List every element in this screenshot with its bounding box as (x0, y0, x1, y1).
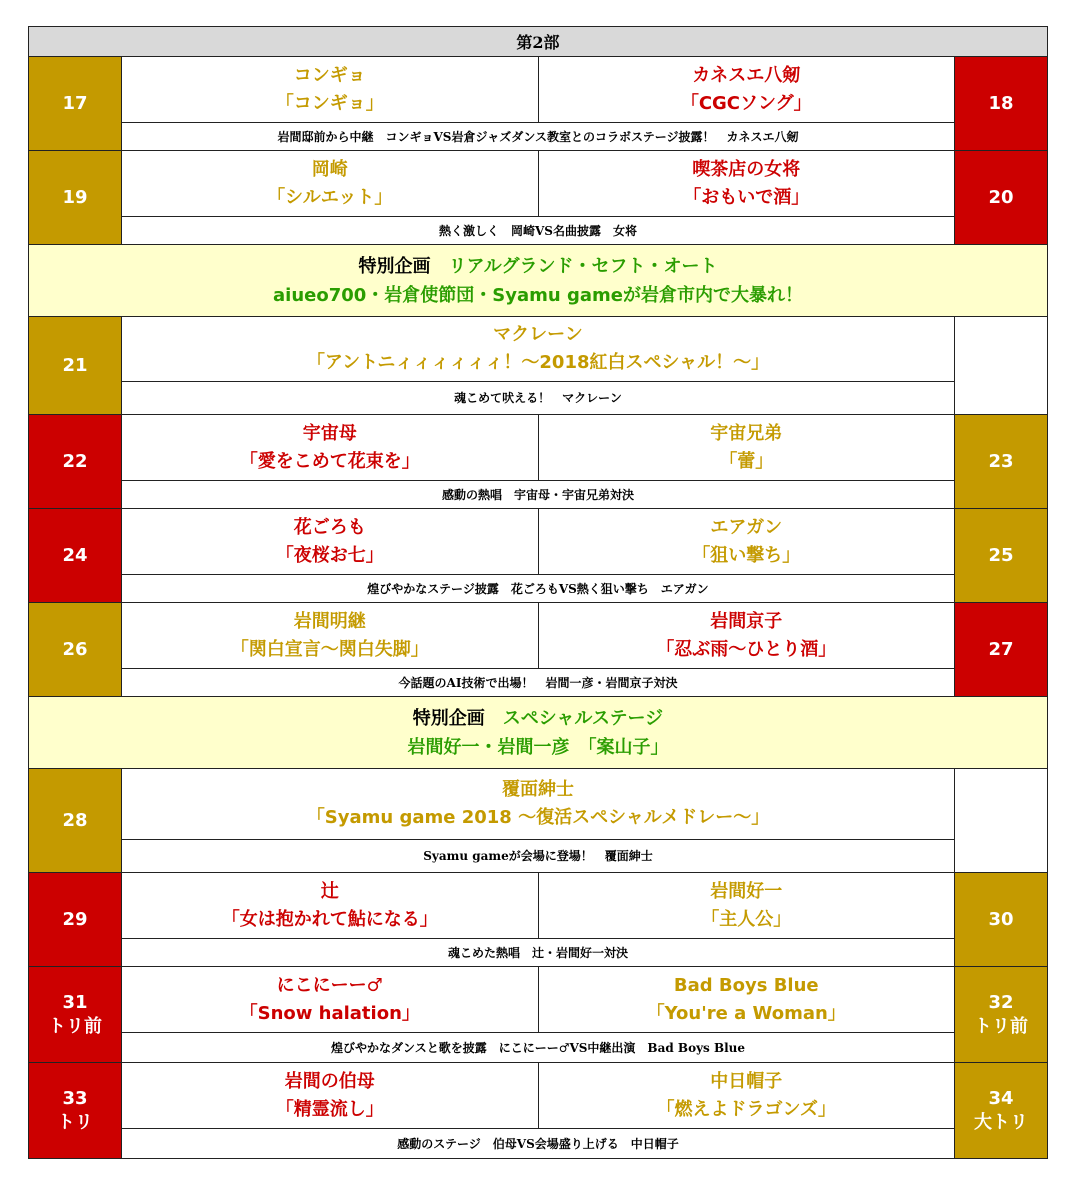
performance-number: 24 (62, 544, 88, 566)
performance-number: 18 (988, 92, 1014, 114)
performer-name: 岩間京子 (710, 610, 783, 632)
program-rows (28, 57, 1048, 1159)
performance-number: 30 (988, 908, 1014, 930)
performance-details (122, 1063, 954, 1158)
song-cell (538, 873, 955, 938)
duel-performance-row (28, 415, 1048, 509)
special-event-label: 特別企画 (358, 255, 431, 277)
performance-description: 今話題のAI技術で出場！ 岩間一彦・岩間京子対決 (398, 675, 678, 690)
special-event-details: aiueo700・岩倉使節団・Syamu gameが岩倉市内で大暴れ！ (273, 284, 803, 306)
song-cells (122, 415, 954, 481)
song-title: 「燃えよドラゴンズ」 (656, 1098, 836, 1120)
song-title: 「精霊流し」 (275, 1098, 384, 1120)
song-cell (122, 509, 538, 574)
song-cell (122, 415, 538, 480)
performance-rank-label: トリ前 (48, 1015, 102, 1037)
song-cells (122, 873, 954, 939)
song-cell (538, 1063, 955, 1128)
performance-number: 34 (988, 1087, 1014, 1109)
performance-description: 感動の熱唱 宇宙母・宇宙兄弟対決 (441, 487, 634, 502)
performance-rank-label: 大トリ (974, 1111, 1028, 1133)
performance-number: 32 (988, 991, 1014, 1013)
special-event-banner (28, 245, 1048, 317)
performer-name: エアガン (710, 516, 783, 538)
performer-name: 辻 (320, 880, 339, 902)
performance-number-right (954, 873, 1047, 966)
duel-performance-row (28, 603, 1048, 697)
performance-details (122, 967, 954, 1062)
song-cells (122, 603, 954, 669)
performance-details (122, 57, 954, 150)
performance-details (122, 603, 954, 696)
song-cell (538, 151, 955, 216)
performance-number: 19 (62, 186, 88, 208)
performer-name: にこにーー♂ (276, 974, 383, 996)
section-header: 第2部 (28, 27, 1048, 57)
performance-number: 31 (62, 991, 88, 1013)
song-title: 「You're a Woman」 (646, 1002, 846, 1024)
performer-name: Bad Boys Blue (673, 974, 819, 996)
performance-number-left (29, 1063, 122, 1158)
song-cells (122, 57, 954, 123)
program-table (28, 26, 1048, 1159)
song-title: 「コンギョ」 (275, 92, 384, 114)
performance-number-left (29, 769, 122, 872)
song-title: 「おもいで酒」 (683, 186, 810, 208)
song-cells (122, 509, 954, 575)
song-cell (538, 967, 955, 1032)
performer-name: マクレーン (493, 324, 583, 345)
performance-number-left (29, 151, 122, 244)
special-event-title: スペシャルステージ (502, 707, 664, 729)
performer-name: 岩間明継 (293, 610, 366, 632)
song-title: 「女は抱かれて鮎になる」 (221, 908, 438, 930)
performer-name: 中日帽子 (710, 1070, 783, 1092)
performance-number-left (29, 603, 122, 696)
performance-description: 岩間邸前から中継 コンギョVS岩倉ジャズダンス教室とのコラボステージ披露！ カネスエ八剱 (277, 129, 799, 144)
song-cells (122, 151, 954, 217)
performance-number: 28 (62, 809, 88, 831)
song-cells (122, 967, 954, 1033)
performance-number-left (29, 873, 122, 966)
performance-number-left (29, 415, 122, 508)
performance-number: 27 (988, 638, 1014, 660)
song-title: 「夜桜お七」 (275, 544, 384, 566)
performance-number: 21 (62, 354, 88, 376)
special-event-title: リアルグランド・セフト・オート (448, 255, 718, 277)
special-event-title-line (359, 252, 718, 281)
song-title: 「CGCソング」 (680, 92, 812, 114)
song-title: 「蕾」 (719, 450, 774, 472)
song-cell (122, 151, 538, 216)
performer-name: 覆面紳士 (502, 779, 574, 800)
duel-performance-row (28, 57, 1048, 151)
performance-number: 22 (62, 450, 88, 472)
spacer (431, 256, 449, 277)
duel-performance-row (28, 967, 1048, 1063)
song-title: 「Snow halation」 (239, 1002, 420, 1024)
performance-rank-label: トリ前 (974, 1015, 1028, 1037)
song-title: 「主人公」 (701, 908, 792, 930)
performer-name: コンギョ (293, 64, 366, 86)
song-cells (122, 1063, 954, 1129)
performance-description: Syamu gameが会場に登場！ 覆面紳士 (423, 849, 653, 863)
duel-performance-row (28, 1063, 1048, 1159)
song-cell (538, 509, 955, 574)
performance-description: 魂こめた熱唱 辻・岩間好一対決 (447, 945, 628, 960)
performance-number-left (29, 317, 122, 414)
performance-description: 感動のステージ 伯母VS会場盛り上げる 中日帽子 (397, 1136, 679, 1151)
performance-number-right (954, 1063, 1047, 1158)
song-cell (122, 873, 538, 938)
song-title: 「狙い撃ち」 (692, 544, 801, 566)
performance-number-right (954, 509, 1047, 602)
performance-number-right (954, 57, 1047, 150)
performance-details (122, 769, 954, 872)
performance-number-right (954, 317, 1047, 414)
song-cell (122, 57, 538, 122)
performer-name: 喫茶店の女将 (692, 158, 801, 180)
song-cell (122, 603, 538, 668)
song-title: 「シルエット」 (267, 186, 393, 208)
song-title: 「Syamu game 2018 ～復活スペシャルメドレー～」 (306, 807, 770, 828)
song-cell (122, 1063, 538, 1128)
special-event-label: 特別企画 (412, 707, 485, 729)
performance-description: 煌びやかなダンスと歌を披露 にこにーー♂VS中継出演 Bad Boys Blue (330, 1040, 746, 1055)
song-cell (122, 317, 954, 381)
performance-details (122, 873, 954, 966)
performance-number: 17 (62, 92, 88, 114)
performance-number: 20 (988, 186, 1014, 208)
performer-name: カネスエ八剱 (692, 64, 801, 86)
performance-number-right (954, 603, 1047, 696)
duel-performance-row (28, 873, 1048, 967)
performance-number: 26 (62, 638, 88, 660)
duel-performance-row (28, 151, 1048, 245)
performance-number-left (29, 509, 122, 602)
performance-description: 煌びやかなステージ披露 花ごろもVS熱く狙い撃ち エアガン (367, 581, 709, 596)
song-cell (538, 603, 955, 668)
performance-details (122, 317, 954, 414)
performance-number-left (29, 57, 122, 150)
performance-description: 魂こめて吠える！ マクレーン (454, 391, 622, 405)
spacer (485, 708, 503, 729)
performance-number: 25 (988, 544, 1014, 566)
song-title: 「アントニィィィィィィ！～2018紅白スペシャル！～」 (306, 352, 770, 373)
performance-number-right (954, 415, 1047, 508)
performance-rank-label: トリ (57, 1111, 93, 1133)
performance-number: 33 (62, 1087, 88, 1109)
special-event-title-line (413, 704, 663, 733)
performance-number-right (954, 967, 1047, 1062)
song-title: 「関白宣言～関白失脚」 (230, 638, 429, 660)
performance-number: 29 (62, 908, 88, 930)
performance-number: 23 (988, 450, 1014, 472)
performance-number-right (954, 769, 1047, 872)
performer-name: 花ごろも (293, 516, 366, 538)
performance-details (122, 509, 954, 602)
song-title: 「愛をこめて花束を」 (239, 450, 420, 472)
song-cell (538, 415, 955, 480)
song-cells (122, 769, 954, 840)
performance-details (122, 415, 954, 508)
performer-name: 宇宙兄弟 (710, 422, 783, 444)
song-cells (122, 317, 954, 382)
performance-number-left (29, 967, 122, 1062)
special-event-banner (28, 697, 1048, 769)
song-cell (122, 967, 538, 1032)
song-title: 「忍ぶ雨～ひとり酒」 (656, 638, 837, 660)
performance-description: 熱く激しく 岡崎VS名曲披露 女将 (439, 223, 637, 238)
performer-name: 宇宙母 (302, 422, 357, 444)
solo-performance-row (28, 317, 1048, 415)
performer-name: 岩間好一 (710, 880, 783, 902)
song-cell (538, 57, 955, 122)
solo-performance-row (28, 769, 1048, 873)
song-cell (122, 769, 954, 839)
performer-name: 岩間の伯母 (284, 1070, 375, 1092)
special-event-details: 岩間好一・岩間一彦 「案山子」 (407, 736, 669, 758)
performance-number-right (954, 151, 1047, 244)
performer-name: 岡崎 (311, 158, 348, 180)
performance-details (122, 151, 954, 244)
duel-performance-row (28, 509, 1048, 603)
